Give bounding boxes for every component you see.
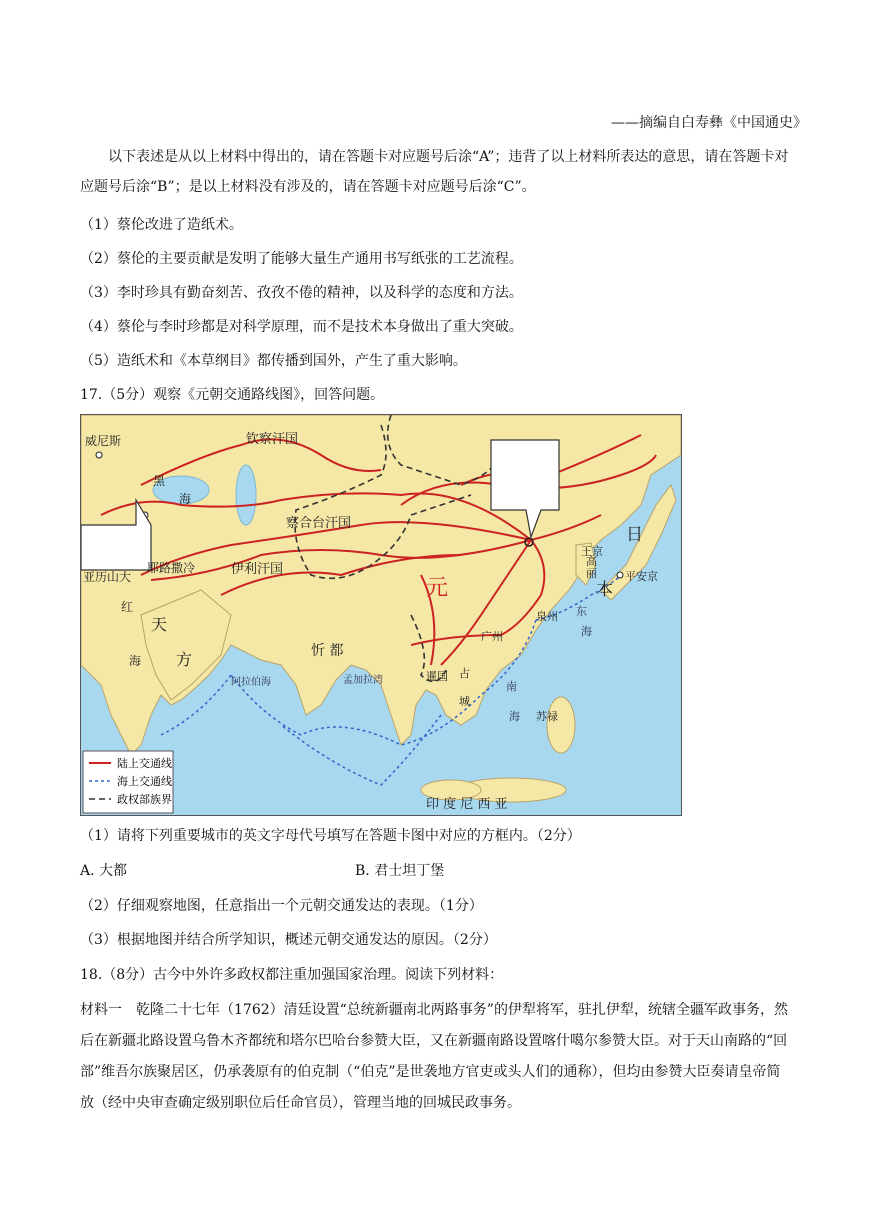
label-guangzhou: 广州 bbox=[481, 630, 503, 643]
statement-3: （3）李时珍具有勤奋刻苦、孜孜不倦的精神，以及科学的态度和方法。 bbox=[80, 285, 523, 301]
map-legend bbox=[83, 751, 173, 813]
label-quanzhou: 泉州 bbox=[536, 610, 558, 623]
label-south-sea-2: 海 bbox=[509, 710, 520, 723]
label-arabian-sea: 阿拉伯海 bbox=[231, 677, 271, 688]
question-18-title: 18.（8分）古今中外许多政权都注重加强国家治理。阅读下列材料： bbox=[80, 967, 504, 983]
label-red-sea: 红 bbox=[121, 600, 134, 614]
label-indonesia: 印 度 尼 西 亚 bbox=[426, 797, 508, 812]
label-red-sea-2: 海 bbox=[129, 654, 142, 668]
label-chagatai: 察合台汗国 bbox=[286, 516, 352, 531]
label-south-sea: 南 bbox=[506, 680, 517, 693]
label-wangjing: 王京 bbox=[581, 545, 603, 558]
yuan-route-map bbox=[80, 414, 682, 816]
label-champa-1: 占 bbox=[459, 667, 470, 680]
label-kipchak: 钦察汗国 bbox=[246, 432, 299, 447]
label-goryeo-1: 高 bbox=[586, 555, 597, 568]
label-siam: 暹国 bbox=[426, 670, 448, 683]
instruction-paragraph: 以下表述是从以上材料中得出的，请在答题卡对应题号后涂“A”；违背了以上材料所表达的意思，请在答题卡对应题号后涂“B”；是以上材料没有涉及的，请在答题卡对应题号后涂“C”。 bbox=[80, 149, 789, 195]
statement-4: （4）蔡伦与李时珍都是对科学原理，而不是技术本身做出了重大突破。 bbox=[80, 319, 523, 335]
map-svg bbox=[81, 415, 681, 815]
legend-land: 陆上交通线 bbox=[117, 757, 172, 770]
label-ilkhanate: 伊利汗国 bbox=[231, 562, 284, 577]
label-black-sea: 黑 bbox=[153, 474, 166, 488]
statement-2: （2）蔡伦的主要贡献是发明了能够大量生产通用书写纸张的工艺流程。 bbox=[80, 251, 523, 267]
q17-option-b: B. 君士坦丁堡 bbox=[355, 863, 445, 879]
label-tianfang-2: 方 bbox=[176, 650, 193, 669]
source-citation: ——摘编自白寿彝《中国通史》 bbox=[611, 115, 807, 131]
label-champa-2: 城 bbox=[459, 695, 470, 708]
label-jerusalem: 耶路撒冷 bbox=[147, 561, 196, 575]
label-bengal: 孟加拉湾 bbox=[343, 675, 383, 686]
q17-sub1: （1）请将下列重要城市的英文字母代号填写在答题卡图中对应的方框内。（2分） bbox=[80, 828, 581, 844]
label-japan-2: 本 bbox=[596, 580, 613, 600]
statement-5: （5）造纸术和《本草纲目》都传播到国外，产生了重大影响。 bbox=[80, 353, 467, 369]
venice-marker bbox=[96, 452, 102, 458]
statement-1: （1）蔡伦改进了造纸术。 bbox=[80, 217, 243, 233]
label-goryeo-2: 丽 bbox=[586, 567, 597, 580]
label-venice: 威尼斯 bbox=[85, 434, 122, 448]
legend-sea: 海上交通线 bbox=[117, 775, 172, 788]
label-java: 苏禄 bbox=[536, 710, 558, 723]
label-japan-1: 日 bbox=[626, 525, 643, 545]
legend-border: 政权部族界 bbox=[117, 793, 172, 806]
label-tianfang-1: 天 bbox=[151, 615, 168, 634]
q17-sub2: （2）仔细观察地图，任意指出一个元朝交通发达的表现。（1分） bbox=[80, 898, 483, 914]
q18-material-1: 材料一 乾隆二十七年（1762）清廷设置“总统新疆南北两路事务”的伊犁将军，驻扎伊犁，统辖全疆军政事务，然后在新疆北路设置乌鲁木齐都统和塔尔巴哈台参赞大臣，又在新疆南路设置喀什噶尔参赞大臣。对于天山南路的“回部”维吾尔族聚居区，仍承袭原有的伯克制（“伯克”是世袭地方官吏或头人们的通称），但均由参赞大臣奏请皇帝简放（经中央审查确定级别职位后任命官员），管理当地的回城民政事务。 bbox=[80, 1002, 788, 1111]
label-yuan: 元 bbox=[426, 576, 449, 601]
q17-sub3: （3）根据地图并结合所学知识，概述元朝交通发达的原因。（2分） bbox=[80, 932, 497, 948]
label-india: 忻 都 bbox=[311, 643, 344, 659]
philippines bbox=[547, 697, 575, 753]
question-17-title: 17.（5分）观察《元朝交通路线图》，回答问题。 bbox=[80, 387, 385, 403]
label-heiankyo: 平安京 bbox=[625, 570, 658, 583]
caspian-sea bbox=[236, 465, 256, 525]
label-black-sea-2: 海 bbox=[179, 492, 192, 506]
label-east-sea-2: 海 bbox=[581, 625, 592, 638]
heiankyo-marker bbox=[617, 572, 623, 578]
q17-option-a: A. 大都 bbox=[80, 863, 128, 879]
label-alexandria: 亚历山大 bbox=[83, 570, 132, 584]
label-east-sea: 东 bbox=[576, 605, 587, 618]
